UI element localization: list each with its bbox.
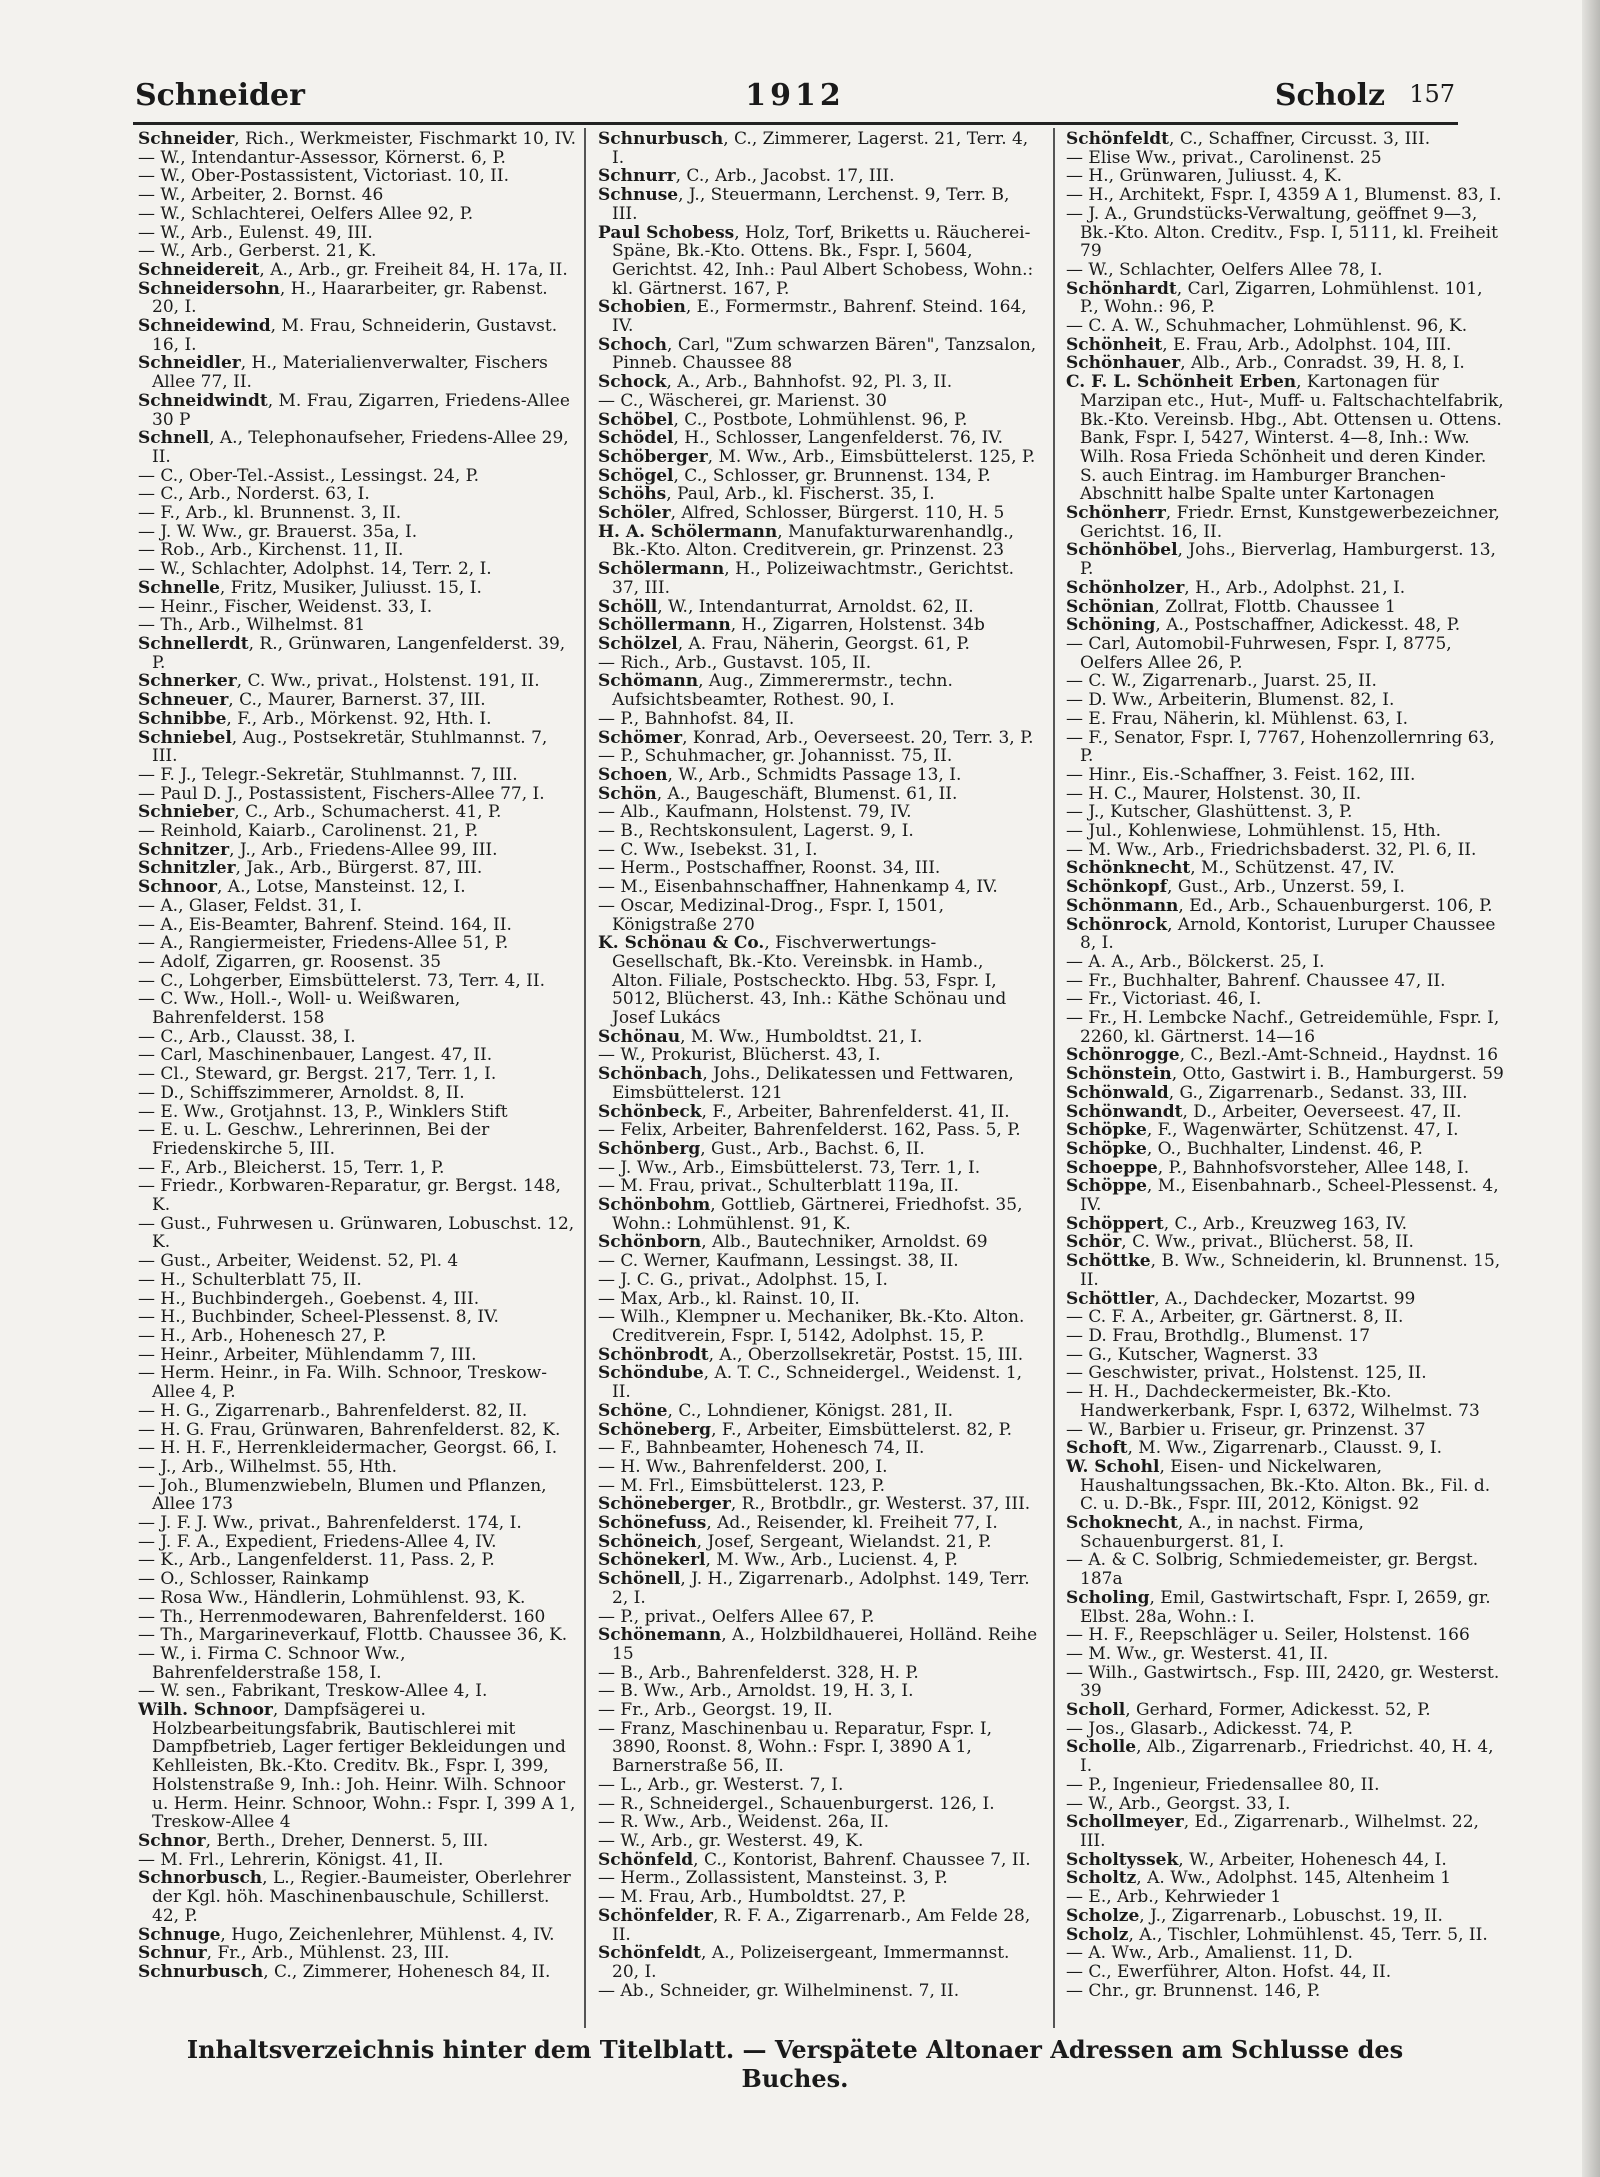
page-header — [135, 78, 1455, 118]
directory-entry: — M. Ww., gr. Westerst. 41, II. — [1066, 1644, 1329, 1664]
directory-entry: Scholz, A., Tischler, Lohmühlenst. 45, Terr. 5, II. — [1066, 1925, 1488, 1945]
directory-entry: Schönhauer, Alb., Arb., Conradst. 39, H. 8, I. — [1066, 354, 1465, 374]
directory-entry: — Rich., Arb., Gustavst. 105, II. — [598, 653, 872, 673]
directory-entry: — Oscar, Medizinal-Drog., Fspr. I, 1501, Königstraße 270 — [598, 896, 944, 935]
column-divider — [1053, 128, 1055, 2028]
directory-entry: Schöndube, A. T. C., Schneidergel., Weidenst. 1, II. — [598, 1364, 1023, 1402]
directory-entry: — P., Schuhmacher, gr. Johannisst. 75, II. — [598, 747, 953, 766]
directory-entry: Schöppert, C., Arb., Kreuzweg 163, IV. — [1066, 1214, 1408, 1234]
column-3 — [1066, 130, 1506, 2000]
directory-entry: — W., Arb., Gerberst. 21, K. — [138, 242, 377, 261]
directory-entry: Schömann, Aug., Zimmerermstr., techn. Aufsichtsbeamter, Rothest. 90, I. — [598, 672, 953, 710]
directory-entry: — H. H. F., Herrenkleidermacher, Georgst. 66, I. — [138, 1439, 558, 1458]
directory-entry: Schnurr, C., Arb., Jacobst. 17, III. — [598, 167, 895, 187]
directory-entry: — F., Arb., kl. Brunnenst. 3, II. — [138, 504, 402, 523]
directory-entry: — Th., Margarineverkauf, Flottb. Chaussee 36, K. — [138, 1626, 568, 1645]
directory-entry: Schönrogge, C., Bezl.-Amt-Schneid., Haydnst. 16 — [1066, 1046, 1499, 1066]
directory-entry: — Max, Arb., kl. Rainst. 10, II. — [598, 1289, 860, 1309]
directory-entry: — P., Ingenieur, Friedensallee 80, II. — [1066, 1775, 1380, 1795]
directory-entry: — A. & C. Solbrig, Schmiedemeister, gr. Bergst. 187a — [1066, 1551, 1479, 1589]
directory-entry: Schöneberg, F., Arbeiter, Eimsbüttelerst. 82, P. — [598, 1420, 1013, 1440]
directory-entry: Schönheit, E. Frau, Arb., Adolphst. 104, III. — [1066, 335, 1452, 355]
directory-entry: — Heinr., Fischer, Weidenst. 33, I. — [138, 597, 433, 617]
directory-entry: Schönmann, Ed., Arb., Schauenburgerst. 106, P. — [1066, 896, 1493, 916]
directory-entry: — W., Schlachterei, Oelfers Allee 92, P. — [138, 204, 474, 224]
directory-entry: — B. Ww., Arb., Arnoldst. 19, H. 3, I. — [598, 1682, 914, 1702]
directory-entry: Wilh. Schnoor, Dampfsägerei u. Holzbearbeitungsfabrik, Bautischlerei mit Dampfbetrieb, Lager fertiger Bekleidungen und Kehlleisten, Bk.-Kto. Creditv. Bk., Fspr. I, 399, Holstenstraße 9, Inh.: Joh. Heinr. Wilh. Schnoor u. Herm. Heinr. Schnoor, Wohn.: Fspr. I, 399 A 1, Treskow-Allee 4 — [138, 1701, 576, 1832]
directory-entry: — Cl., Steward, gr. Bergst. 217, Terr. 1, I. — [138, 1065, 497, 1084]
directory-entry: Schöbel, C., Postbote, Lohmühlenst. 96, P. — [598, 410, 968, 430]
directory-entry: — W., Arb., gr. Westerst. 49, K. — [598, 1831, 864, 1851]
header-right-keyword: Scholz — [1274, 78, 1385, 113]
page-edge — [1582, 0, 1600, 2177]
directory-entry: — H. C., Maurer, Holstenst. 30, II. — [1066, 784, 1362, 804]
page-number: 157 — [1409, 80, 1455, 108]
directory-entry: Schönbrodt, A., Oberzollsekretär, Postst. 15, III. — [598, 1345, 1024, 1365]
directory-entry: — A., Eis-Beamter, Bahrenf. Steind. 164, II. — [138, 915, 512, 935]
directory-entry: — A., Glaser, Feldst. 31, I. — [138, 896, 363, 916]
directory-entry: — Fr., Victoriast. 46, I. — [1066, 990, 1262, 1010]
directory-entry: — R., Schneidergel., Schauenburgerst. 126, I. — [598, 1794, 995, 1814]
directory-entry: — D. Frau, Brothdlg., Blumenst. 17 — [1066, 1327, 1371, 1346]
directory-entry: Schollmeyer, Ed., Zigarrenarb., Wilhelmst. 22, III. — [1066, 1813, 1479, 1851]
directory-entry: — C., Ober-Tel.-Assist., Lessingst. 24, P. — [138, 466, 480, 486]
directory-entry: — Herm. Heinr., in Fa. Wilh. Schnoor, Treskow-Allee 4, P. — [138, 1364, 547, 1402]
directory-entry: — P., Bahnhofst. 84, II. — [598, 709, 795, 729]
directory-entry: — F., Arb., Bleicherst. 15, Terr. 1, P. — [138, 1158, 445, 1178]
directory-entry: Schnurbusch, C., Zimmerer, Hohenesch 84, II. — [138, 1962, 551, 1982]
directory-entry: Schönherr, Friedr. Ernst, Kunstgewerbezeichner, Gerichtst. 16, II. — [1066, 504, 1500, 542]
directory-entry: — M. Frau, privat., Schulterblatt 119a, II. — [598, 1177, 959, 1197]
directory-entry: — Rob., Arb., Kirchenst. 11, II. — [138, 541, 404, 561]
directory-entry: — P., privat., Oelfers Allee 67, P. — [598, 1607, 875, 1627]
directory-entry: — J. Ww., Arb., Eimsbüttelerst. 73, Terr. 1, I. — [598, 1158, 981, 1178]
directory-entry: — M., Eisenbahnschaffner, Hahnenkamp 4, IV. — [598, 878, 998, 897]
directory-entry: — A. A., Arb., Bölckerst. 25, I. — [1066, 952, 1325, 972]
header-rule — [133, 122, 1458, 125]
directory-entry: — H., Architekt, Fspr. I, 4359 A 1, Blumenst. 83, I. — [1066, 186, 1502, 205]
directory-entry: Schönfeld, C., Kontorist, Bahrenf. Chaussee 7, II. — [598, 1850, 1031, 1870]
directory-entry: Schöne, C., Lohndiener, Königst. 281, II. — [598, 1401, 954, 1421]
directory-entry: Schönfeldt, C., Schaffner, Circusst. 3, III. — [1066, 130, 1431, 149]
directory-entry: — W., Barbier u. Friseur, gr. Prinzenst. 37 — [1066, 1420, 1426, 1440]
directory-entry: H. A. Schölermann, Manufakturwarenhandlg., Bk.-Kto. Alton. Creditverein, gr. Prinzenst. 23 — [598, 522, 1014, 561]
directory-entry: — W., Schlachter, Adolphst. 14, Terr. 2, I. — [138, 560, 492, 579]
directory-entry: — Reinhold, Kaiarb., Carolinenst. 21, P. — [138, 822, 479, 841]
directory-entry: Schnibbe, F., Arb., Mörkenst. 92, Hth. I. — [138, 709, 492, 729]
directory-entry: — Th., Herrenmodewaren, Bahrenfelderst. 160 — [138, 1607, 546, 1627]
directory-entry: Schnelle, Fritz, Musiker, Juliusst. 15, I. — [138, 578, 482, 598]
directory-entry: Schönholzer, H., Arb., Adolphst. 21, I. — [1066, 578, 1406, 598]
directory-entry: — Ab., Schneider, gr. Wilhelminenst. 7, II. — [598, 1981, 960, 2001]
directory-entry: Schöneberger, R., Brotbdlr., gr. Westerst. 37, III. — [598, 1495, 1031, 1515]
directory-entry: — A. Ww., Arb., Amalienst. 11, D. — [1066, 1944, 1353, 1963]
directory-entry: Schöllermann, H., Zigarren, Holstenst. 34b — [598, 616, 985, 635]
directory-entry: — H., Buchbindergeh., Goebenst. 4, III. — [138, 1289, 480, 1309]
directory-entry: Schneuer, C., Maurer, Barnerst. 37, III. — [138, 691, 486, 710]
directory-entry: — Felix, Arbeiter, Bahrenfelderst. 162, Pass. 5, P. — [598, 1121, 1021, 1140]
directory-entry: — H. F., Reepschläger u. Seiler, Holstenst. 166 — [1066, 1626, 1470, 1645]
directory-entry: Schönwandt, D., Arbeiter, Oeverseest. 47, II. — [1066, 1102, 1462, 1122]
directory-entry: Schönberg, Gust., Arb., Bachst. 6, II. — [598, 1139, 925, 1159]
directory-entry: — Hinr., Eis.-Schaffner, 3. Feist. 162, III. — [1066, 765, 1416, 785]
directory-entry: — H. G., Zigarrenarb., Bahrenfelderst. 82, II. — [138, 1401, 528, 1421]
directory-entry: Schnieber, C., Arb., Schumacherst. 41, P. — [138, 803, 502, 823]
directory-entry: Schönefuss, Ad., Reisender, kl. Freiheit 77, I. — [598, 1514, 998, 1533]
directory-entry: Schneidwindt, M. Frau, Zigarren, Friedens-Allee 30 P — [138, 391, 570, 430]
directory-entry: — W., Schlachter, Oelfers Allee 78, I. — [1066, 260, 1383, 280]
directory-entry: Schönknecht, M., Schützenst. 47, IV. — [1066, 859, 1395, 879]
directory-entry: — Adolf, Zigarren, gr. Roosenst. 35 — [138, 952, 442, 972]
directory-entry: — Elise Ww., privat., Carolinenst. 25 — [1066, 148, 1382, 168]
directory-entry: Scholze, J., Zigarrenarb., Lobuschst. 19, II. — [1066, 1906, 1443, 1926]
directory-entry: — C. W., Zigarrenarb., Juarst. 25, II. — [1066, 672, 1377, 692]
directory-entry: Schöpke, O., Buchhalter, Lindenst. 46, P. — [1066, 1139, 1423, 1159]
directory-entry: — J. W. Ww., gr. Brauerst. 35a, I. — [138, 522, 418, 542]
directory-entry: — B., Arb., Bahrenfelderst. 328, H. P. — [598, 1663, 919, 1683]
directory-entry: Schöttke, B. Ww., Schneiderin, kl. Brunnenst. 15, II. — [1066, 1252, 1501, 1290]
directory-entry: Schneidewind, M. Frau, Schneiderin, Gustavst. 16, I. — [138, 317, 558, 355]
directory-entry: Schnur, Fr., Arb., Mühlenst. 23, III. — [138, 1944, 450, 1963]
directory-entry: Schnurbusch, C., Zimmerer, Lagerst. 21, Terr. 4, I. — [598, 130, 1029, 168]
directory-entry: Schömer, Konrad, Arb., Oeverseest. 20, Terr. 3, P. — [598, 728, 1034, 748]
directory-entry: — Heinr., Arbeiter, Mühlendamm 7, III. — [138, 1345, 477, 1365]
directory-entry: Schoch, Carl, "Zum schwarzen Bären", Tanzsalon, Pinneb. Chaussee 88 — [598, 335, 1037, 374]
directory-entry: — R. Ww., Arb., Weidenst. 26a, II. — [598, 1813, 889, 1832]
directory-entry: — Herm., Postschaffner, Roonst. 34, III. — [598, 859, 941, 879]
directory-entry: Schneidersohn, H., Haararbeiter, gr. Rabenst. 20, I. — [138, 279, 548, 318]
directory-entry: Schönbohm, Gottlieb, Gärtnerei, Friedhofst. 35, Wohn.: Lohmühlenst. 91, K. — [598, 1196, 1023, 1234]
directory-entry: Schönian, Zollrat, Flottb. Chaussee 1 — [1066, 597, 1396, 617]
directory-entry: — E., Arb., Kehrwieder 1 — [1066, 1888, 1282, 1907]
directory-entry: — Th., Arb., Wilhelmst. 81 — [138, 616, 366, 635]
directory-entry: Schoeppe, P., Bahnhofsvorsteher, Allee 148, I. — [1066, 1158, 1470, 1178]
directory-entry: — W., Arb., Eulenst. 49, III. — [138, 223, 373, 243]
directory-entry: Schön, A., Baugeschäft, Blumenst. 61, II. — [598, 784, 958, 804]
directory-entry: — K., Arb., Langenfelderst. 11, Pass. 2, P. — [138, 1551, 495, 1571]
directory-entry: — E. u. L. Geschw., Lehrerinnen, Bei der Friedenskirche 5, III. — [138, 1121, 490, 1159]
directory-entry: Scholing, Emil, Gastwirtschaft, Fspr. I, 2659, gr. Elbst. 28a, Wohn.: I. — [1066, 1588, 1491, 1627]
directory-entry: Schnoor, A., Lotse, Mansteinst. 12, I. — [138, 878, 466, 897]
directory-entry: — E. Frau, Näherin, kl. Mühlenst. 63, I. — [1066, 709, 1408, 729]
directory-entry: Schönekerl, M. Ww., Arb., Lucienst. 4, P. — [598, 1551, 958, 1571]
directory-entry: — Chr., gr. Brunnenst. 146, P. — [1066, 1981, 1321, 2001]
directory-entry: — Herm., Zollassistent, Mansteinst. 3, P. — [598, 1869, 948, 1889]
directory-entry: Schönhardt, Carl, Zigarren, Lohmühlenst. 101, P., Wohn.: 96, P. — [1066, 279, 1483, 318]
column-1 — [138, 130, 578, 1982]
directory-entry: — C., Lohgerber, Eimsbüttelerst. 73, Terr. 4, II. — [138, 971, 545, 991]
directory-entry: — C. F. A., Arbeiter, gr. Gärtnerst. 8, II. — [1066, 1308, 1404, 1327]
directory-entry: — C., Arb., Norderst. 63, I. — [138, 485, 370, 505]
directory-entry: — B., Rechtskonsulent, Lagerst. 9, I. — [598, 822, 914, 841]
directory-entry: — Carl, Maschinenbauer, Langest. 47, II. — [138, 1046, 493, 1066]
directory-entry: — H., Arb., Hohenesch 27, P. — [138, 1327, 387, 1346]
directory-entry: — Carl, Automobil-Fuhrwesen, Fspr. I, 8775, Oelfers Allee 26, P. — [1066, 634, 1452, 673]
directory-entry: Schönwald, G., Zigarrenarb., Sedanst. 33, III. — [1066, 1083, 1468, 1103]
directory-entry: — W., Prokurist, Blücherst. 43, I. — [598, 1046, 881, 1066]
directory-entry: — W. sen., Fabrikant, Treskow-Allee 4, I. — [138, 1682, 488, 1702]
directory-entry: — Fr., H. Lembcke Nachf., Getreidemühle, Fspr. I, 2260, kl. Gärtnerst. 14—16 — [1066, 1009, 1500, 1047]
directory-entry: — D., Schiffszimmerer, Arnoldst. 8, II. — [138, 1083, 465, 1103]
directory-entry: Schönhöbel, Johs., Bierverlag, Hamburgerst. 13, P. — [1066, 541, 1496, 579]
directory-entry: — W., i. Firma C. Schnoor Ww., Bahrenfelderstraße 158, I. — [138, 1644, 406, 1683]
directory-entry: Schobien, E., Formermstr., Bahrenf. Steind. 164, IV. — [598, 298, 1027, 336]
directory-entry: Schoft, M. Ww., Zigarrenarb., Clausst. 9, I. — [1066, 1439, 1442, 1458]
directory-entry: — Geschwister, privat., Holstenst. 125, II. — [1066, 1364, 1427, 1384]
directory-entry: — C., Arb., Clausst. 38, I. — [138, 1027, 356, 1047]
directory-entry: Schödel, H., Schlosser, Langenfelderst. 76, IV. — [598, 429, 1004, 448]
directory-entry: Schöll, W., Intendanturrat, Arnoldst. 62, II. — [598, 597, 974, 617]
directory-entry: — D. Ww., Arbeiterin, Blumenst. 82, I. — [1066, 691, 1395, 710]
directory-entry: — G., Kutscher, Wagnerst. 33 — [1066, 1345, 1319, 1365]
directory-entry: Schoen, W., Arb., Schmidts Passage 13, I. — [598, 765, 962, 785]
directory-entry: — F., Senator, Fspr. I, 7767, Hohenzollernring 63, P. — [1066, 728, 1495, 766]
directory-entry: — A., Rangiermeister, Friedens-Allee 51, P. — [138, 934, 509, 953]
directory-entry: — M. Frl., Lehrerin, Königst. 41, II. — [138, 1850, 444, 1870]
directory-entry: — J., Arb., Wilhelmst. 55, Hth. — [138, 1457, 398, 1477]
directory-entry: — H. G. Frau, Grünwaren, Bahrenfelderst. 82, K. — [138, 1420, 561, 1440]
directory-entry: Schnuge, Hugo, Zeichenlehrer, Mühlenst. 4, IV. — [138, 1925, 555, 1945]
directory-entry: — F., Bahnbeamter, Hohenesch 74, II. — [598, 1439, 925, 1458]
directory-entry: — Alb., Kaufmann, Holstenst. 79, IV. — [598, 803, 912, 823]
directory-entry: K. Schönau & Co., Fischverwertungs-Gesellschaft, Bk.-Kto. Vereinsbk. in Hamb., Alton. Filiale, Postscheckto. Hbg. 53, Fspr. I, 5012, Blücherst. 43, Inh.: Käthe Schönau und Josef Lukács — [598, 934, 1007, 1028]
directory-entry: — W., Intendantur-Assessor, Körnerst. 6, P. — [138, 148, 506, 168]
directory-entry: — H., Buchbinder, Scheel-Plessenst. 8, IV. — [138, 1308, 499, 1327]
directory-entry: — H. H., Dachdeckermeister, Bk.-Kto. Handwerkerbank, Fspr. I, 6372, Wilhelmst. 73 — [1066, 1383, 1480, 1421]
directory-entry: — Joh., Blumenzwiebeln, Blumen und Pflanzen, Allee 173 — [138, 1476, 547, 1515]
directory-entry: — H., Schulterblatt 75, II. — [138, 1270, 362, 1290]
directory-entry: Schögel, C., Schlosser, gr. Brunnenst. 134, P. — [598, 466, 991, 486]
directory-entry: — O., Schlosser, Rainkamp — [138, 1570, 370, 1589]
directory-entry: — J., Kutscher, Glashüttenst. 3, P. — [1066, 803, 1353, 823]
directory-entry: — L., Arb., gr. Westerst. 7, I. — [598, 1775, 844, 1795]
directory-entry: — J. F. J. Ww., privat., Bahrenfelderst. 174, I. — [138, 1514, 522, 1533]
directory-entry: Schnitzer, J., Arb., Friedens-Allee 99, III. — [138, 840, 498, 860]
directory-entry: — M. Frau, Arb., Humboldtst. 27, P. — [598, 1888, 907, 1907]
directory-entry: Schnor, Berth., Dreher, Dennerst. 5, III. — [138, 1831, 489, 1851]
directory-entry: Schoknecht, A., in nachst. Firma, Schauenburgerst. 81, I. — [1066, 1514, 1364, 1552]
directory-entry: Schnell, A., Telephonaufseher, Friedens-Allee 29, II. — [138, 429, 569, 467]
directory-entry: Schneidereit, A., Arb., gr. Freiheit 84, H. 17a, II. — [138, 260, 568, 280]
directory-entry: — H. Ww., Bahrenfelderst. 200, I. — [598, 1457, 888, 1477]
directory-entry: Paul Schobess, Holz, Torf, Briketts u. Räucherei-Späne, Bk.-Kto. Ottens. Bk., Fspr. I, 5604, Gerichtst. 42, Inh.: Paul Albert Schobess, Wohn.: kl. Gärtnerst. 167, P. — [598, 223, 1034, 299]
directory-entry: Schnitzler, Jak., Arb., Bürgerst. 87, III. — [138, 859, 483, 879]
directory-entry: Schönkopf, Gust., Arb., Unzerst. 59, I. — [1066, 878, 1405, 897]
directory-entry: Schöneich, Josef, Sergeant, Wielandst. 21, P. — [598, 1532, 992, 1552]
directory-entry: — J. C. G., privat., Adolphst. 15, I. — [598, 1270, 888, 1290]
directory-entry: Schöberger, M. Ww., Arb., Eimsbüttelerst. 125, P. — [598, 447, 1036, 467]
directory-entry: Scholtyssek, W., Arbeiter, Hohenesch 44, I. — [1066, 1850, 1447, 1870]
header-year: 1912 — [745, 78, 845, 113]
directory-entry: — W., Arb., Georgst. 33, I. — [1066, 1794, 1291, 1814]
directory-entry: — C. Ww., Holl.-, Woll- u. Weißwaren, Bahrenfelderst. 158 — [138, 990, 461, 1028]
directory-entry: Schöler, Alfred, Schlosser, Bürgerst. 110, H. 5 — [598, 504, 1005, 523]
directory-entry: — E. Ww., Grotjahnst. 13, P., Winklers Stift — [138, 1102, 508, 1122]
directory-entry: — Jos., Glasarb., Adickesst. 74, P. — [1066, 1719, 1354, 1739]
directory-entry: Schönfeldt, A., Polizeisergeant, Immermannst. 20, I. — [598, 1944, 1010, 1982]
directory-entry: Schöning, A., Postschaffner, Adickesst. 48, P. — [1066, 616, 1461, 635]
directory-entry: — J. F. A., Expedient, Friedens-Allee 4, IV. — [138, 1532, 497, 1552]
directory-entry: — Jul., Kohlenwiese, Lohmühlenst. 15, Hth. — [1066, 822, 1442, 841]
directory-entry: — Wilh., Gastwirtsch., Fsp. III, 2420, gr. Westerst. 39 — [1066, 1663, 1500, 1702]
directory-entry: — W., Ober-Postassistent, Victoriast. 10, II. — [138, 167, 509, 187]
directory-entry: W. Schohl, Eisen- und Nickelwaren, Haushaltungssachen, Bk.-Kto. Alton. Bk., Fil. d. C. u. D.-Bk., Fspr. III, 2012, Königst. 92 — [1066, 1457, 1491, 1515]
directory-entry: Schönstein, Otto, Gastwirt i. B., Hamburgerst. 59 — [1066, 1065, 1504, 1084]
column-divider — [584, 128, 586, 2028]
directory-entry: Scholle, Alb., Zigarrenarb., Friedrichst. 40, H. 4, I. — [1066, 1738, 1494, 1776]
directory-entry: — C. Werner, Kaufmann, Lessingst. 38, II. — [598, 1252, 959, 1271]
directory-entry: Schock, A., Arb., Bahnhofst. 92, Pl. 3, II. — [598, 373, 953, 392]
directory-entry: — H., Grünwaren, Juliusst. 4, K. — [1066, 167, 1343, 187]
directory-entry: Schönbeck, F., Arbeiter, Bahrenfelderst. 41, II. — [598, 1102, 1010, 1122]
directory-entry: — C. Ww., Isebekst. 31, I. — [598, 840, 818, 860]
page-footer: Inhaltsverzeichnis hinter dem Titelblatt. — Verspätete Altonaer Adressen am Schlusse des Buches. — [186, 2035, 1404, 2093]
directory-entry: Schönrock, Arnold, Kontorist, Luruper Chaussee 8, I. — [1066, 915, 1496, 953]
directory-entry: — Fr., Arb., Georgst. 19, II. — [598, 1701, 833, 1720]
directory-entry: C. F. L. Schönheit Erben, Kartonagen für Marzipan etc., Hut-, Muff- u. Faltschachtelfabrik, Bk.-Kto. Vereinsb. Hbg., Abt. Ottensen u. Ottens. Bank, Fspr. I, 5427, Winterst. 4—8, Inh.: Ww. Wilh. Rosa Frieda Schönheit und deren Kinder. S. auch Eintrag. im Hamburger Branchen-Abschnitt halbe Spalte unter Kartonagen — [1066, 373, 1504, 505]
directory-entry: Schneidler, H., Materialienverwalter, Fischers Allee 77, II. — [138, 354, 548, 392]
directory-entry: — Gust., Fuhrwesen u. Grünwaren, Lobuschst. 12, K. — [138, 1214, 575, 1253]
column-2 — [598, 130, 1038, 2000]
directory-entry: — Franz, Maschinenbau u. Reparatur, Fspr. I, 3890, Roonst. 8, Wohn.: Fspr. I, 3890 A 1, Barnerstraße 56, II. — [598, 1719, 993, 1776]
directory-entry: Schönfelder, R. F. A., Zigarrenarb., Am Felde 28, II. — [598, 1906, 1031, 1945]
directory-entry: Schöpke, F., Wagenwärter, Schützenst. 47, I. — [1066, 1121, 1459, 1140]
directory-entry: Schönborn, Alb., Bautechniker, Arnoldst. 69 — [598, 1233, 988, 1253]
directory-entry: — C. A. W., Schuhmacher, Lohmühlenst. 96, K. — [1066, 317, 1468, 336]
directory-entry: — F. J., Telegr.-Sekretär, Stuhlmannst. 7, III. — [138, 765, 518, 785]
header-left-keyword: Schneider — [135, 78, 305, 113]
directory-entry: Schönau, M. Ww., Humboldtst. 21, I. — [598, 1027, 923, 1047]
directory-entry: — M. Ww., Arb., Friedrichsbaderst. 32, Pl. 6, II. — [1066, 840, 1477, 860]
directory-entry: Schöppe, M., Eisenbahnarb., Scheel-Plessenst. 4, IV. — [1066, 1177, 1499, 1215]
directory-entry: Schönell, J. H., Zigarrenarb., Adolphst. 149, Terr. 2, I. — [598, 1570, 1030, 1608]
directory-entry: — Gust., Arbeiter, Weidenst. 52, Pl. 4 — [138, 1252, 459, 1271]
directory-entry: Schör, C. Ww., privat., Blücherst. 58, II. — [1066, 1233, 1414, 1253]
directory-entry: Schöhs, Paul, Arb., kl. Fischerst. 35, I. — [598, 485, 935, 505]
directory-entry: — Paul D. J., Postassistent, Fischers-Allee 77, I. — [138, 784, 545, 804]
directory-entry: Schönbach, Johs., Delikatessen und Fettwaren, Eimsbüttelerst. 121 — [598, 1065, 1014, 1103]
directory-entry: — C., Wäscherei, gr. Marienst. 30 — [598, 391, 887, 411]
directory-entry: Schnorbusch, L., Regier.-Baumeister, Oberlehrer der Kgl. höh. Maschinenbauschule, Schillerst. 42, P. — [138, 1869, 571, 1926]
directory-entry: — Wilh., Klempner u. Mechaniker, Bk.-Kto. Alton. Creditverein, Fspr. I, 5142, Adolphst. 15, P. — [598, 1308, 1025, 1346]
directory-entry: Schöttler, A., Dachdecker, Mozartst. 99 — [1066, 1289, 1416, 1309]
directory-entry: Scholtz, A. Ww., Adolphst. 145, Altenheim 1 — [1066, 1869, 1452, 1889]
directory-entry: Schniebel, Aug., Postsekretär, Stuhlmannst. 7, III. — [138, 728, 548, 766]
directory-entry: — Friedr., Korbwaren-Reparatur, gr. Bergst. 148, K. — [138, 1177, 561, 1215]
directory-entry: Scholl, Gerhard, Former, Adickesst. 52, P. — [1066, 1701, 1431, 1720]
directory-entry: — M. Frl., Eimsbüttelerst. 123, P. — [598, 1476, 886, 1496]
directory-entry: — J. A., Grundstücks-Verwaltung, geöffnet 9—3, Bk.-Kto. Alton. Creditv., Fsp. I, 5111, kl. Freiheit 79 — [1066, 204, 1498, 261]
directory-entry: Schneider, Rich., Werkmeister, Fischmarkt 10, IV. — [138, 130, 577, 149]
directory-entry: Schölzel, A. Frau, Näherin, Georgst. 61, P. — [598, 634, 970, 654]
directory-entry: Schnuse, J., Steuermann, Lerchenst. 9, Terr. B, III. — [598, 186, 1010, 224]
directory-entry: Schnellerdt, R., Grünwaren, Langenfelderst. 39, P. — [138, 634, 566, 673]
directory-entry: — W., Arbeiter, 2. Bornst. 46 — [138, 186, 384, 205]
directory-entry: Schönemann, A., Holzbildhauerei, Holländ. Reihe 15 — [598, 1626, 1038, 1664]
directory-entry: Schölermann, H., Polizeiwachtmstr., Gerichtst. 37, III. — [598, 560, 1015, 598]
directory-entry: Schnerker, C. Ww., privat., Holstenst. 191, II. — [138, 672, 540, 692]
directory-entry: — Fr., Buchhalter, Bahrenf. Chaussee 47, II. — [1066, 971, 1446, 991]
directory-entry: — C., Ewerführer, Alton. Hofst. 44, II. — [1066, 1962, 1392, 1982]
directory-entry: — Rosa Ww., Händlerin, Lohmühlenst. 93, K. — [138, 1588, 526, 1608]
